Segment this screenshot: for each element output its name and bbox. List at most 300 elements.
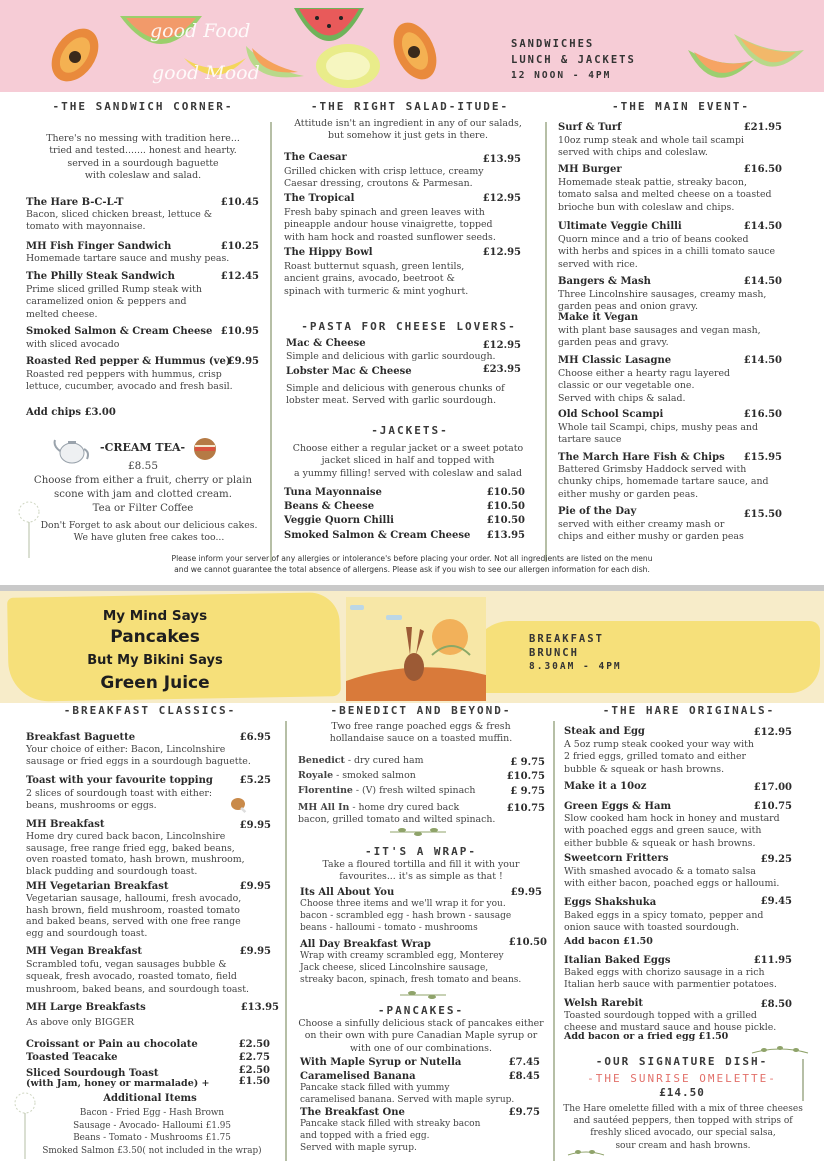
leaf-divider-icon	[388, 827, 448, 837]
extra-price: £2.50	[238, 1065, 270, 1076]
item-description	[558, 464, 769, 501]
item-price: £23.95	[482, 364, 521, 375]
desc-line: tomato with mayonnaise.	[26, 221, 146, 233]
item-price: £13.95	[482, 154, 521, 165]
item-description	[564, 813, 780, 850]
desc-line: Three Lincolnshire sausages, creamy mash,	[558, 289, 767, 300]
item-price: £16.50	[743, 409, 782, 420]
desc-line: onion sauce with toasted sourdough.	[564, 922, 740, 934]
item-price: £8.45	[508, 1071, 540, 1082]
chicken-leg-icon	[230, 795, 250, 815]
desc-line: lettuce, cucumber, avocado and fresh basil.	[26, 381, 233, 393]
sandwich-corner-heading: -THE SANDWICH CORNER-	[52, 100, 234, 113]
desc-line: 2 fried eggs, grilled tomato and either	[564, 751, 747, 763]
item-price: £5.25	[239, 775, 271, 786]
item-price: £10.25	[220, 241, 259, 252]
cream-tea-details	[18, 474, 268, 516]
item-description	[558, 368, 730, 405]
item-price: £12.45	[220, 271, 259, 282]
cream-tea-line: scone with jam and clotted cream.	[54, 489, 232, 500]
desc-line: Homemade steak pattie, streaky bacon,	[558, 177, 747, 188]
desc-line: Wrap with creamy scrambled egg, Monterey	[300, 951, 504, 961]
desc-line: lobster meat. Served with garlic sourdough.	[286, 395, 497, 407]
extra-price: £2.50	[238, 1039, 270, 1050]
item-name: Royale	[298, 770, 334, 781]
desc-line: Bacon, sliced chicken breast, lettuce &	[26, 209, 213, 220]
item-description	[300, 951, 521, 986]
extra-item: Croissant or Pain au chocolate	[26, 1039, 198, 1050]
item-description	[284, 261, 468, 298]
item-price: £17.00	[753, 782, 792, 793]
item-description	[564, 739, 754, 776]
item-description	[558, 519, 744, 544]
pasta-heading: -PASTA FOR CHEESE LOVERS-	[301, 320, 517, 333]
item-price: £10.50	[508, 937, 547, 948]
item-description	[300, 1083, 514, 1107]
jackets-heading: -JACKETS-	[371, 424, 449, 437]
item-detail: - home dry cured back	[352, 802, 460, 813]
note-line: We have gluten free cakes too...	[73, 532, 225, 544]
item-name: The Caesar	[284, 152, 347, 163]
desc-line: egg and sourdough toast.	[26, 928, 148, 940]
item-price: £10.95	[220, 326, 259, 337]
desc-line: Battered Grimsby Haddock served with	[558, 464, 747, 475]
item-description	[564, 967, 777, 992]
desc-line: sausage or fried eggs in a sourdough baguette.	[26, 756, 251, 768]
item-description	[26, 831, 245, 878]
item-price: £9.95	[239, 820, 271, 831]
item-name: Roasted Red pepper & Hummus (ve)	[26, 356, 231, 367]
jacket-price: £10.50	[486, 487, 525, 498]
add-chips: Add chips £3.00	[26, 407, 116, 418]
breakfast-banner	[0, 591, 824, 703]
leaf-divider-icon	[398, 990, 448, 1000]
desc-line: Jack cheese, sliced Lincolnshire sausage,	[300, 962, 489, 973]
vine-divider	[545, 122, 547, 562]
item-price: £21.95	[743, 122, 782, 133]
item-name: The March Hare Fish & Chips	[558, 452, 725, 463]
jacket-item: Beans & Cheese	[284, 501, 375, 512]
signature-line: and sautéed peppers, then topped with strips of	[573, 1116, 793, 1127]
intro-line: There's no messing with tradition here...	[46, 133, 240, 144]
item-description	[558, 422, 758, 447]
item-price: £10.75	[506, 803, 545, 814]
desc-line: Choose either a hearty ragu layered	[558, 368, 731, 379]
item-name: MH Fish Finger Sandwich	[26, 241, 172, 252]
lunch-banner	[0, 0, 824, 92]
desc-line: Your choice of either: Bacon, Lincolnshire	[26, 744, 226, 755]
benedict-item	[298, 802, 459, 814]
signature-dish-name: -THE SUNRISE OMELETTE-	[587, 1072, 777, 1085]
extra-price: £1.50	[238, 1076, 270, 1087]
desc-line: Whole tail Scampi, chips, mushy peas and	[558, 422, 758, 433]
jacket-price: £13.95	[486, 530, 525, 541]
item-price: £11.95	[753, 955, 792, 966]
wrap-intro	[294, 859, 548, 884]
desc-line: Scrambled tofu, vegan sausages bubble &	[26, 959, 227, 970]
item-description	[26, 1017, 134, 1029]
desc-line: As above only BIGGER	[26, 1017, 135, 1028]
item-name: MH Vegan Breakfast	[26, 946, 142, 957]
item-description	[26, 744, 251, 769]
desc-line: caramelized onion & peppers and	[26, 296, 187, 308]
allergy-line: and we cannot guarantee the total absence of allergens. Please ask if you wish to see our allergen information for each dish.	[174, 565, 650, 574]
signature-line: freshly sliced avocado, our special salsa,	[590, 1128, 776, 1139]
intro-line: jacket sliced in half and topped with	[321, 455, 495, 467]
desc-line: Homemade tartare sauce and mushy peas.	[26, 253, 230, 264]
jackets-intro	[278, 443, 538, 480]
item-price: £9.95	[510, 887, 542, 898]
item-name: Lobster Mac & Cheese	[286, 366, 412, 377]
desc-line: 10oz rump steak and whole tail scampi	[558, 135, 744, 146]
item-description	[558, 325, 761, 350]
item-name: MH All In	[298, 802, 350, 813]
note-line: Don't Forget to ask about our delicious cakes.	[40, 520, 258, 531]
signature-line: sour cream and hash browns.	[615, 1140, 751, 1151]
banner-tagline-2: Pancakes	[110, 627, 200, 647]
desc-line: and topped with a fried egg.	[300, 1130, 430, 1141]
main-event-heading: -THE MAIN EVENT-	[612, 100, 750, 113]
item-price: £14.50	[743, 355, 782, 366]
vine-divider	[270, 122, 272, 562]
item-detail: - (V) fresh wilted spinach	[355, 785, 476, 796]
desc-line: with sliced avocado	[26, 339, 120, 350]
desc-line: black pudding and sourdough toast.	[26, 866, 198, 878]
item-description	[558, 135, 744, 160]
hare-sunrise-illustration	[346, 597, 486, 701]
item-name: Florentine	[298, 785, 353, 796]
intro-line: with coleslaw and salad.	[84, 169, 202, 181]
item-name: Smoked Salmon & Cream Cheese	[26, 326, 213, 337]
signature-heading: -OUR SIGNATURE DISH-	[595, 1055, 769, 1068]
wrap-heading: -IT'S A WRAP-	[364, 845, 478, 858]
item-price: £9.25	[760, 854, 792, 865]
vine-divider	[285, 721, 287, 1161]
jacket-price: £10.50	[486, 515, 525, 526]
desc-line: brioche bun with coleslaw and chips.	[558, 201, 735, 213]
item-description	[26, 253, 229, 265]
banner-script-line-2: good Mood	[152, 62, 260, 84]
benedict-heading: -BENEDICT AND BEYOND-	[330, 704, 512, 717]
intro-line: Two free range poached eggs & fresh	[331, 721, 511, 732]
intro-line: tried and tested....... honest and hearty.	[49, 145, 237, 157]
signature-dish-price: £14.50	[659, 1086, 705, 1099]
all-in-description: bacon, grilled tomato and wilted spinach.	[298, 814, 496, 825]
jacket-item: Veggie Quorn Chilli	[284, 515, 394, 526]
item-name: Make it a 10oz	[564, 781, 647, 792]
item-description	[286, 383, 505, 408]
add-on-note: Add bacon or a fried egg £1.50	[564, 1031, 729, 1042]
item-price: £9.95	[239, 946, 271, 957]
signature-dish-description	[556, 1103, 810, 1152]
desc-line: 2 slices of sourdough toast with either:	[26, 788, 213, 799]
item-name: Old School Scampi	[558, 409, 664, 420]
additional-line: Beans - Tomato - Mushrooms £1.75	[73, 1133, 231, 1143]
desc-line: beans, mushrooms or eggs.	[26, 800, 157, 812]
item-name: All Day Breakfast Wrap	[300, 939, 431, 950]
pancakes-heading: -PANCAKES-	[377, 1004, 465, 1017]
desc-line: garden peas and gravy.	[558, 337, 669, 349]
item-detail: - dry cured ham	[347, 755, 424, 766]
item-name: Caramelised Banana	[300, 1071, 416, 1082]
cream-tea-title: -CREAM TEA-	[100, 441, 186, 454]
salad-heading: -THE RIGHT SALAD-ITUDE-	[310, 100, 510, 113]
item-description	[564, 866, 779, 891]
item-name: With Maple Syrup or Nutella	[300, 1057, 462, 1068]
item-price: £15.95	[743, 452, 782, 463]
intro-line: Choose a sinfully delicious stack of pancakes either	[298, 1018, 544, 1029]
intro-line: hollandaise sauce on a toasted muffin.	[329, 733, 513, 745]
intro-line: on their own with pure Canadian Maple syrup or	[304, 1030, 538, 1042]
yellow-brush-stroke-right	[470, 621, 820, 693]
desc-line: Vegetarian sausage, halloumi, fresh avocado,	[26, 893, 242, 904]
item-name: Mac & Cheese	[286, 338, 366, 349]
jacket-item: Smoked Salmon & Cream Cheese	[284, 530, 471, 541]
desc-line: bacon - scrambled egg - hash brown - sausage	[300, 910, 512, 921]
item-price: £12.95	[753, 727, 792, 738]
item-description	[26, 284, 202, 321]
desc-line: Prime sliced grilled Rump steak with	[26, 284, 202, 295]
item-name: Toast with your favourite topping	[26, 775, 213, 786]
breakfast-classics-heading: -BREAKFAST CLASSICS-	[63, 704, 237, 717]
desc-line: chunky chips, homemade tartare sauce, and	[558, 476, 769, 488]
item-description	[26, 339, 119, 351]
hare-originals-heading: -THE HARE ORIGINALS-	[602, 704, 776, 717]
item-price: £12.95	[482, 247, 521, 258]
extra-price: £2.75	[238, 1052, 270, 1063]
desc-line: Toasted sourdough topped with a grilled	[564, 1010, 757, 1021]
banner-script-line-1: good Food	[150, 20, 251, 42]
intro-line: Take a floured tortilla and fill it with your	[322, 859, 520, 870]
banner-sandwiches: SANDWICHES	[511, 38, 595, 50]
banner-tagline-1: My Mind Says	[102, 608, 208, 624]
desc-line: streaky bacon, spinach, fresh tomato and beans.	[300, 974, 522, 985]
item-price: £9.95	[239, 881, 271, 892]
item-name: Welsh Rarebit	[564, 998, 644, 1009]
item-price: £10.75	[753, 801, 792, 812]
benedict-item	[298, 785, 475, 797]
cream-tea-line: Tea or Filter Coffee	[92, 503, 194, 514]
desc-line: and baked beans, served with one free range	[26, 916, 241, 928]
desc-line: ancient grains, avocado, beetroot &	[284, 273, 455, 285]
desc-line: mushroom, baked beans, and sourdough toast.	[26, 983, 249, 995]
desc-line: Baked eggs in a spicy tomato, pepper and	[564, 910, 764, 921]
desc-line: Roast butternut squash, green lentils,	[284, 261, 465, 272]
item-price: £6.95	[239, 732, 271, 743]
desc-line: either bubble & squeak or hash browns.	[564, 837, 756, 849]
item-name: Ultimate Veggie Chilli	[558, 221, 682, 232]
item-description	[300, 899, 511, 934]
banner-lunch-hours: 12 NOON - 4PM	[511, 70, 612, 81]
item-description	[564, 910, 763, 935]
banner-tagline-3: But My Bikini Says	[87, 653, 223, 668]
cream-tea-line: Choose from either a fruit, cherry or plain	[33, 475, 253, 486]
desc-line: with plant base sausages and vegan mash,	[558, 325, 761, 336]
desc-line: Served with maple syrup.	[300, 1142, 417, 1153]
item-name: Its All About You	[300, 887, 395, 898]
desc-line: served with chips and coleslaw.	[558, 147, 708, 159]
desc-line: hash brown, field mushroom, roasted tomato	[26, 904, 240, 916]
additional-line: Sausage - Avocado- Halloumi £1.95	[73, 1120, 231, 1131]
intro-line: Choose either a regular jacket or a sweet potato	[292, 443, 524, 454]
additional-line: Smoked Salmon £3.50( not included in the wrap)	[42, 1145, 262, 1156]
item-name: Breakfast Baguette	[26, 732, 136, 743]
allergy-line: Please inform your server of any allergies or intolerance's before placing your order. Not all ingredients are listed on the menu	[171, 554, 653, 563]
desc-line: Caesar dressing, croutons & Parmesan.	[284, 178, 473, 190]
item-name: MH Breakfast	[26, 819, 105, 830]
item-name: Eggs Shakshuka	[564, 897, 657, 908]
item-name: Surf & Turf	[558, 122, 622, 133]
vine-divider	[802, 1059, 804, 1101]
intro-line: served in a sourdough baguette	[67, 157, 219, 169]
vine-corner-icon	[566, 1147, 606, 1163]
item-name: Make it Vegan	[558, 312, 639, 323]
item-price: £12.95	[482, 193, 521, 204]
desc-line: Home dry cured back bacon, Lincolnshire	[26, 831, 226, 842]
intro-line: favourites... it's as simple as that !	[339, 871, 503, 883]
desc-line: tomato salsa and melted cheese on a toasted	[558, 189, 772, 201]
item-name: Green Eggs & Ham	[564, 801, 672, 812]
intro-line: with one of our combinations.	[350, 1042, 492, 1054]
item-name: The Tropical	[284, 193, 355, 204]
desc-line: chips and either mushy or garden peas	[558, 531, 744, 543]
item-name: Pie of the Day	[558, 506, 637, 517]
dandelion-icon	[14, 500, 44, 560]
desc-line: with ham hock and roasted sunflower seeds.	[284, 231, 496, 243]
item-name: MH Classic Lasagne	[558, 355, 672, 366]
item-description	[284, 166, 484, 191]
desc-line: served with either creamy mash or	[558, 519, 725, 530]
breakfast-menu-page	[0, 591, 824, 1168]
intro-line: a yummy filling! served with coleslaw and salad	[294, 467, 522, 479]
allergy-notice	[60, 553, 764, 575]
item-price: £7.45	[508, 1057, 540, 1068]
desc-line: tartare sauce	[558, 434, 622, 446]
item-price: £13.95	[240, 1002, 279, 1013]
desc-line: either mushy or garden peas.	[558, 488, 699, 500]
papaya-illustration-2	[386, 18, 444, 84]
desc-line: Grilled chicken with crisp lettuce, creamy	[284, 166, 484, 177]
item-name: Steak and Egg	[564, 726, 645, 737]
item-price: £16.50	[743, 164, 782, 175]
item-name: MH Vegetarian Breakfast	[26, 881, 169, 892]
item-name: The Hare B-C-L-T	[26, 197, 124, 208]
honeydew-illustration	[312, 38, 384, 90]
intro-line: Attitude isn't an ingredient in any of our salads,	[294, 118, 522, 129]
item-price: £8.50	[760, 999, 792, 1010]
melon-slices-illustration	[684, 20, 808, 90]
desc-line: caramelised banana. Served with maple syrup.	[300, 1094, 515, 1105]
desc-line: Choose three items and we'll wrap it for you.	[300, 899, 506, 909]
item-name: MH Large Breakfasts	[26, 1002, 146, 1013]
desc-line: Pancake stack filled with streaky bacon	[300, 1119, 481, 1129]
desc-line: Simple and delicious with generous chunks of	[286, 383, 505, 394]
banner-tagline-4: Green Juice	[100, 673, 210, 693]
desc-line: melted cheese.	[26, 308, 98, 320]
item-price: £ 9.75	[510, 786, 545, 797]
desc-line: With smashed avocado & a tomato salsa	[564, 866, 756, 877]
banner-brunch: BRUNCH	[529, 647, 579, 659]
item-price: £14.50	[743, 221, 782, 232]
item-name: The Hippy Bowl	[284, 247, 373, 258]
intro-line: but somehow it just gets in there.	[327, 130, 489, 142]
additional-items-list	[24, 1107, 280, 1157]
cakes-note	[24, 520, 274, 545]
item-description	[26, 209, 212, 234]
item-description	[558, 234, 775, 271]
vine-divider	[553, 721, 555, 1161]
desc-line: Served with chips & salad.	[558, 392, 686, 404]
extra-item: Toasted Teacake	[26, 1052, 118, 1063]
item-price: £9.75	[508, 1107, 540, 1118]
item-description	[26, 959, 249, 996]
desc-line: classic or our vegetable one.	[558, 380, 695, 392]
desc-line: Simple and delicious with garlic sourdough.	[286, 351, 496, 362]
item-description	[558, 289, 766, 314]
additional-line: Bacon - Fried Egg - Hash Brown	[79, 1108, 225, 1118]
desc-line: pineapple andour house vinaigrette, topped	[284, 219, 493, 231]
sandwich-intro	[18, 133, 268, 182]
item-price: £10.75	[506, 771, 545, 782]
item-description	[26, 788, 212, 813]
item-price: £12.95	[482, 340, 521, 351]
item-price: £15.50	[743, 509, 782, 520]
benedict-intro	[294, 721, 548, 746]
item-description	[26, 369, 233, 394]
item-name: The Breakfast One	[300, 1107, 405, 1118]
pancakes-intro	[292, 1018, 550, 1055]
item-price: £14.50	[743, 276, 782, 287]
extra-item: Sliced Sourdough Toast	[26, 1068, 159, 1079]
desc-line: Baked eggs with chorizo sausage in a rich	[564, 967, 765, 978]
item-name: MH Burger	[558, 164, 622, 175]
desc-line: with herbs and spices in a chilli tomato sauce	[558, 246, 776, 258]
item-detail: - smoked salmon	[336, 770, 416, 781]
desc-line: Italian herb sauce with parmentier potatoes.	[564, 979, 777, 991]
desc-line: with either bacon, poached eggs or halloumi.	[564, 878, 780, 890]
desc-line: Pancake stack filled with yummy	[300, 1083, 450, 1093]
item-description	[284, 207, 496, 244]
desc-line: A 5oz rump steak cooked your way with	[564, 739, 754, 750]
desc-line: sausage, free range fried egg, baked beans,	[26, 842, 235, 854]
banner-lunch-jackets: LUNCH & JACKETS	[511, 54, 636, 66]
desc-line: spinach with turmeric & mint yoghurt.	[284, 285, 469, 297]
salad-intro	[278, 118, 538, 143]
item-name: Italian Baked Eggs	[564, 955, 671, 966]
desc-line: oven roasted tomato, hash brown, mushroom,	[26, 854, 245, 866]
item-description	[300, 1119, 480, 1154]
extra-item: (with Jam, honey or marmalade) +	[26, 1078, 210, 1089]
item-name: Bangers & Mash	[558, 276, 651, 287]
desc-line: with poached eggs and green sauce, with	[564, 825, 762, 837]
cream-tea-price: £8.55	[127, 460, 159, 472]
benedict-item	[298, 755, 424, 767]
desc-line: Quorn mince and a trio of beans cooked	[558, 234, 749, 245]
item-description	[286, 351, 496, 363]
add-on-note: Add bacon £1.50	[564, 936, 653, 947]
item-price: £9.45	[760, 896, 792, 907]
item-price: £ 9.75	[510, 757, 545, 768]
desc-line: squeak, fresh avocado, roasted tomato, field	[26, 971, 237, 983]
item-name: Benedict	[298, 755, 345, 766]
papaya-illustration	[44, 24, 106, 86]
jacket-price: £10.50	[486, 501, 525, 512]
item-price: £10.45	[220, 197, 259, 208]
desc-line: Roasted red peppers with hummus, crisp	[26, 369, 222, 380]
banner-breakfast: BREAKFAST	[529, 633, 604, 645]
desc-line: cheese and mustard sauce and house pickle.	[564, 1022, 777, 1034]
additional-items-title: Additional Items	[103, 1093, 197, 1104]
